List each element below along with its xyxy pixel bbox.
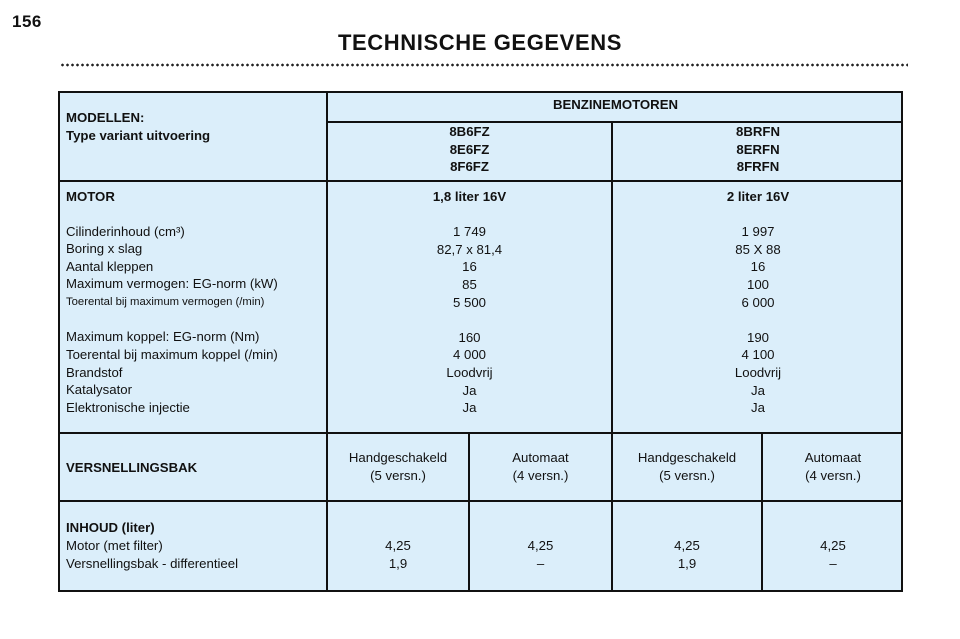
capacity-2-gearbox: – (536, 555, 545, 571)
engine-b-name: 2 liter 16V (726, 189, 790, 204)
engine-a-injection: Ja (462, 400, 477, 416)
variant-a-2: 8E6FZ (449, 141, 490, 157)
motor-heading: MOTOR (66, 189, 115, 204)
engine-b-fuel: Loodvrij (734, 364, 782, 380)
gearbox-type-2-gears: (4 versn.) (512, 467, 569, 483)
engine-a-values (328, 188, 611, 417)
capacity-3-engine: 4,25 (674, 538, 700, 553)
power-rpm-label: Toerental bij maximum vermogen (/min) (66, 296, 265, 308)
variant-b-1: 8BRFN (736, 124, 780, 139)
gearbox-type-1 (328, 449, 468, 484)
catalyst-label: Katalysator (66, 382, 132, 397)
gearbox-type-3 (613, 449, 761, 484)
variant-a-3: 8F6FZ (450, 159, 489, 175)
capacity-4-gearbox: – (829, 555, 837, 571)
gearbox-type-1-name: Handgeschakeld (348, 450, 448, 465)
injection-label: Elektronische injectie (66, 400, 190, 415)
engine-b-values (613, 188, 903, 417)
fuel-label: Brandstof (66, 365, 123, 380)
engine-a-power-rpm: 5 500 (452, 294, 486, 310)
engine-a-catalyst: Ja (462, 382, 477, 398)
variant-a-1: 8B6FZ (449, 124, 490, 139)
models-label: MODELLEN: (66, 110, 145, 125)
capacity-heading: INHOUD (liter) (66, 520, 155, 535)
gearbox-divider (60, 500, 903, 502)
gearbox-type-2-name: Automaat (512, 450, 569, 465)
capacity-col-2 (470, 537, 611, 572)
page-title: TECHNISCHE GEGEVENS (337, 30, 622, 55)
valves-label: Aantal kleppen (66, 259, 154, 274)
gearbox-type-4 (763, 449, 903, 484)
max-power-label: Maximum vermogen: EG-norm (kW) (66, 276, 278, 291)
page-number: 156 (12, 12, 42, 31)
engine-b-injection: Ja (751, 400, 765, 416)
capacity-3-gearbox: 1,9 (677, 555, 697, 571)
engine-b-catalyst: Ja (751, 382, 765, 398)
torque-rpm-label: Toerental bij maximum koppel (/min) (66, 347, 278, 362)
capacity-col-1 (328, 537, 468, 572)
capacity-4-engine: 4,25 (820, 538, 846, 553)
capacity-2-engine: 4,25 (527, 538, 554, 553)
gearbox-type-4-name: Automaat (804, 450, 862, 465)
engine-group-title: BENZINEMOTOREN (552, 97, 679, 112)
header-divider (60, 180, 903, 182)
motor-divider (60, 432, 903, 434)
engine-b-power-rpm: 6 000 (741, 294, 775, 310)
engine-b-bore-stroke: 85 X 88 (735, 241, 781, 257)
engine-a-bore-stroke: 82,7 x 81,4 (436, 241, 503, 257)
type-label: Type variant uitvoering (66, 128, 211, 143)
gearbox-type-4-gears: (4 versn.) (805, 467, 861, 483)
capacity-gearbox-label: Versnellingsbak - differentieel (66, 556, 239, 571)
capacity-1-gearbox: 1,9 (388, 555, 408, 571)
engine-a-max-torque: 160 (458, 329, 481, 345)
engine-b-valves: 16 (750, 259, 766, 275)
gearbox-heading: VERSNELLINGSBAK (66, 460, 198, 475)
engine-b-displacement: 1 997 (741, 224, 775, 240)
gearbox-type-2 (470, 449, 611, 484)
gearbox-type-1-gears: (5 versn.) (370, 467, 426, 483)
engine-b-max-torque: 190 (746, 329, 769, 345)
capacity-1-engine: 4,25 (385, 538, 411, 553)
engine-a-fuel: Loodvrij (446, 364, 493, 380)
gearbox-type-3-gears: (5 versn.) (659, 467, 715, 483)
engine-a-torque-rpm: 4 000 (452, 347, 486, 363)
variants-b (613, 123, 903, 176)
engine-b-torque-rpm: 4 100 (741, 347, 775, 363)
engine-a-displacement: 1 749 (452, 224, 486, 240)
variants-a (328, 123, 611, 176)
variant-b-2: 8ERFN (736, 141, 780, 157)
gearbox-type-3-name: Handgeschakeld (637, 450, 737, 465)
capacity-col-3 (613, 537, 761, 572)
variant-b-3: 8FRFN (736, 159, 780, 175)
capacity-engine-label: Motor (met filter) (66, 538, 163, 553)
engine-a-valves: 16 (462, 259, 477, 275)
engine-b-max-power: 100 (746, 276, 769, 292)
max-torque-label: Maximum koppel: EG-norm (Nm) (66, 329, 260, 344)
bore-stroke-label: Boring x slag (66, 241, 143, 256)
displacement-label: Cilinderinhoud (cm³) (66, 224, 185, 239)
capacity-col-4 (763, 537, 903, 572)
engine-a-max-power: 85 (462, 276, 477, 292)
spec-table (58, 91, 903, 592)
dotted-divider (60, 63, 908, 67)
engine-a-name: 1,8 liter 16V (432, 189, 507, 204)
